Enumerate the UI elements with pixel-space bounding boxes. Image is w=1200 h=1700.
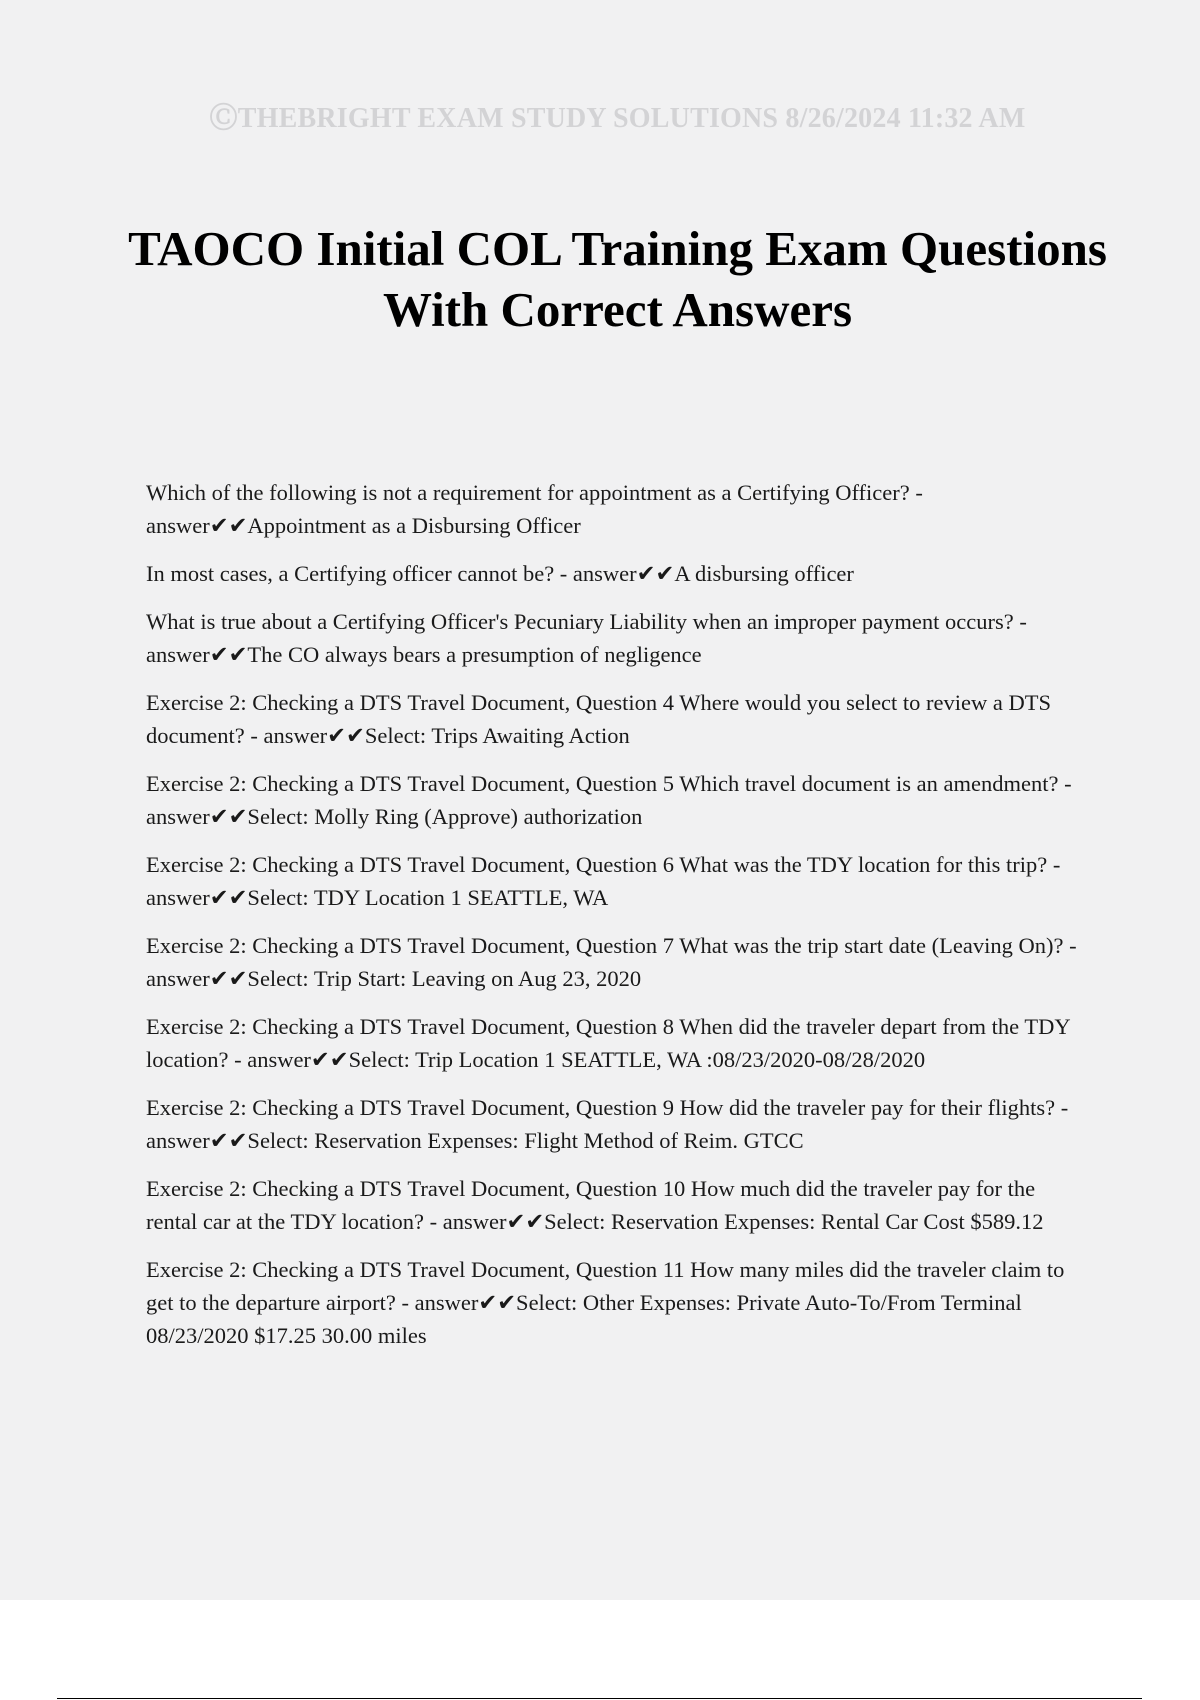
qa-item: In most cases, a Certifying officer cannot be? - answer✔✔A disbursing officer	[146, 561, 854, 586]
footer-rule	[57, 1698, 1142, 1699]
page-title: TAOCO Initial COL Training Exam Questions With Correct Answers	[128, 221, 1107, 337]
qa-item: Exercise 2: Checking a DTS Travel Document, Question 8 When did the traveler depart from the TDY location? - answer✔✔Select: Trip Location 1 SEATTLE, WA :08/23/2020-08/28/2020	[146, 1014, 1070, 1072]
watermark: ⒸTHEBRIGHT EXAM STUDY SOLUTIONS 8/26/2024 11:32 AM	[209, 103, 1026, 134]
qa-item: Which of the following is not a requirement for appointment as a Certifying Officer? - answer✔✔Appointment as a Disbursing Officer	[146, 480, 923, 538]
qa-item: Exercise 2: Checking a DTS Travel Document, Question 11 How many miles did the traveler claim to get to the departure airport? - answer✔✔Select: Other Expenses: Private Auto-To/From Terminal 08/23/2020 $17.25 30.00 miles	[146, 1257, 1065, 1348]
qa-item: Exercise 2: Checking a DTS Travel Document, Question 9 How did the traveler pay for their flights? - answer✔✔Select: Reservation Expenses: Flight Method of Reim. GTCC	[146, 1095, 1069, 1153]
qa-item: Exercise 2: Checking a DTS Travel Document, Question 10 How much did the traveler pay for the rental car at the TDY location? - answer✔✔Select: Reservation Expenses: Rental Car Cost $589.12	[146, 1176, 1044, 1234]
qa-item: Exercise 2: Checking a DTS Travel Document, Question 4 Where would you select to review a DTS document? - answer✔✔Select: Trips Awaiting Action	[146, 690, 1052, 748]
qa-list	[146, 476, 1091, 1367]
qa-item: What is true about a Certifying Officer's Pecuniary Liability when an improper payment occurs? - answer✔✔The CO always bears a presumption of negligence	[146, 609, 1027, 667]
qa-item: Exercise 2: Checking a DTS Travel Document, Question 7 What was the trip start date (Leaving On)? - answer✔✔Select: Trip Start: Leaving on Aug 23, 2020	[146, 933, 1077, 991]
qa-item: Exercise 2: Checking a DTS Travel Document, Question 5 Which travel document is an amendment? - answer✔✔Select: Molly Ring (Approve) authorization	[146, 771, 1072, 829]
qa-item: Exercise 2: Checking a DTS Travel Document, Question 6 What was the TDY location for this trip? - answer✔✔Select: TDY Location 1 SEATTLE, WA	[146, 852, 1061, 910]
